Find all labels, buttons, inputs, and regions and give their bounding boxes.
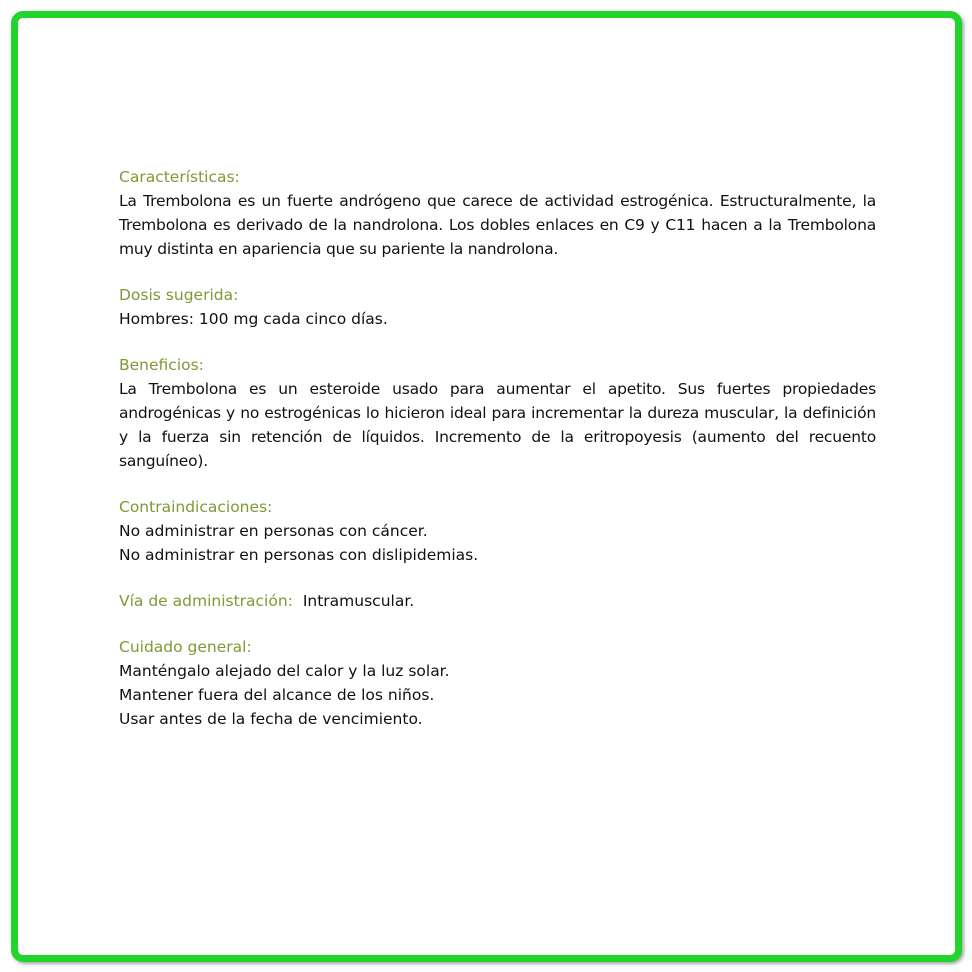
- text-beneficios: La Trembolona es un esteroide usado para aumentar el apetito. Sus fuertes propiedades androgénicas y no estrogénicas lo hicieron ideal para incrementar la dureza muscular, la definición y la fuerza sin retención de líquidos. Incremento de la eritropoyesis (aumento del recuento sanguíneo).: [119, 380, 876, 470]
- via-row: [119, 589, 876, 613]
- heading-dosis: Dosis sugerida:: [119, 286, 239, 304]
- section-dosis: [119, 283, 876, 331]
- text-caracteristicas: La Trembolona es un fuerte andrógeno que carece de actividad estrogénica. Estructuralmente, la Trembolona es derivado de la nandrolona. Los dobles enlaces en C9 y C11 hacen a la Trembolona muy distinta en apariencia que su pariente la nandrolona.: [119, 192, 876, 258]
- section-via: [119, 589, 876, 613]
- contraindicacion-line: No administrar en personas con cáncer.: [119, 522, 428, 540]
- section-beneficios: [119, 353, 876, 473]
- heading-beneficios: Beneficios:: [119, 356, 204, 374]
- text-dosis: Hombres: 100 mg cada cinco días.: [119, 310, 388, 328]
- section-cuidado: [119, 635, 876, 731]
- cuidado-line: Usar antes de la fecha de vencimiento.: [119, 710, 423, 728]
- section-caracteristicas: [119, 165, 876, 261]
- cuidado-line: Manténgalo alejado del calor y la luz solar.: [119, 662, 450, 680]
- heading-caracteristicas: Características:: [119, 168, 240, 186]
- cuidado-line: Mantener fuera del alcance de los niños.: [119, 686, 435, 704]
- section-contraindicaciones: [119, 495, 876, 567]
- heading-cuidado: Cuidado general:: [119, 638, 252, 656]
- contraindicacion-line: No administrar en personas con dislipidemias.: [119, 546, 479, 564]
- heading-via: Vía de administración:: [119, 592, 293, 610]
- product-info-document: [119, 165, 876, 753]
- heading-contraindicaciones: Contraindicaciones:: [119, 498, 273, 516]
- text-via: Intramuscular.: [302, 592, 415, 610]
